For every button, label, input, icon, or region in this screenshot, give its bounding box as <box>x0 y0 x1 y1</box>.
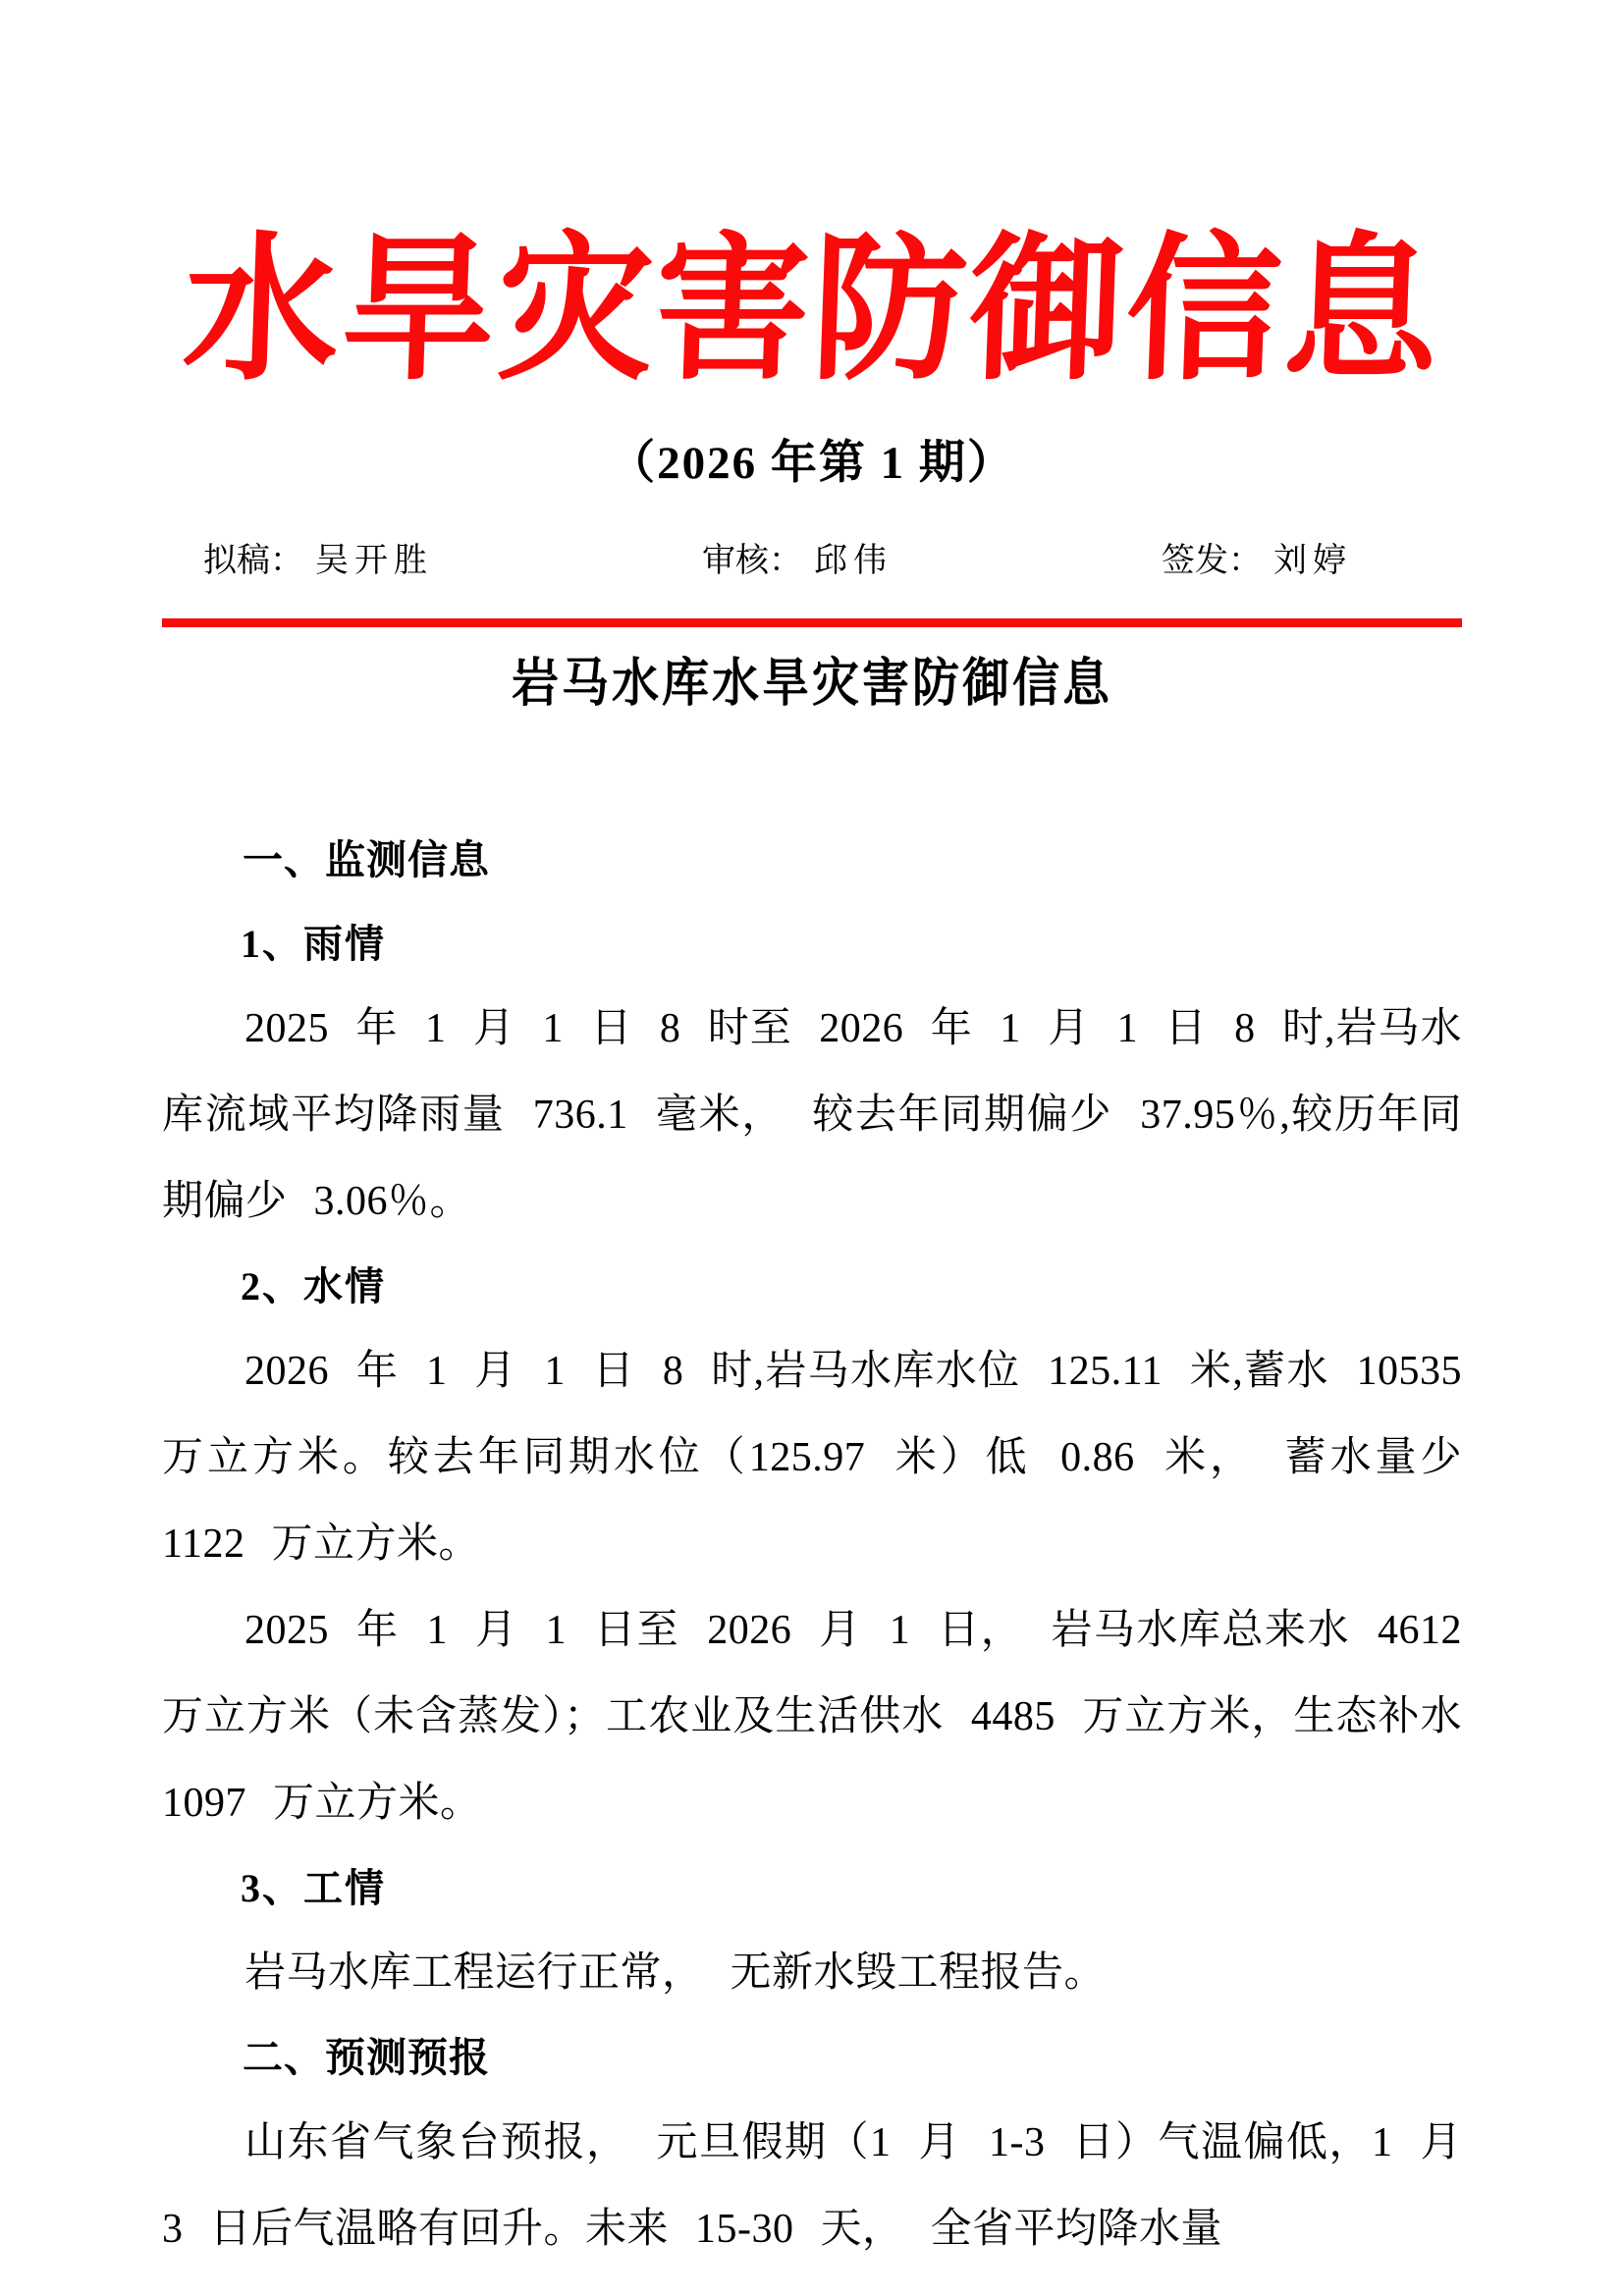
paragraph-water-level: 2026 年 1 月 1 日 8 时,岩马水库水位 125.11 米,蓄水 10535 万立方米。较去年同期水位（125.97 米）低 0.86 米， 蓄水量少 1122 万立方米。 <box>162 1349 1462 1568</box>
byline-drafter-name: 吴开胜 <box>315 542 433 579</box>
paragraph-rainfall: 2025 年 1 月 1 日 8 时至 2026 年 1 月 1 日 8 时,岩马水库流域平均降雨量 736.1 毫米， 较去年同期偏少 37.95％,较历年同期偏少 3.06％。 <box>162 1006 1462 1225</box>
subsection-heading-water: 2、水情 <box>241 1264 386 1309</box>
byline-drafter-label: 拟稿： <box>203 542 303 579</box>
byline-drafter <box>203 536 433 587</box>
paragraph-engineering: 岩马水库工程运行正常， 无新水毁工程报告。 <box>244 1950 1107 1997</box>
document-body <box>162 819 1462 2272</box>
issue-number: （2026 年第 1 期） <box>609 437 1015 489</box>
section-heading-monitoring: 一、监测信息 <box>243 837 490 883</box>
byline-issuer <box>1162 536 1352 587</box>
document-page <box>162 0 1462 2272</box>
masthead-title: 水旱灾害防御信息 <box>180 224 1444 400</box>
red-divider-line <box>162 618 1462 627</box>
paragraph-inflow-supply: 2025 年 1 月 1 日至 2026 月 1 日， 岩马水库总来水 4612 万立方米（未含蒸发）；工农业及生活供水 4485 万立方米，生态补水 1097 万立方米。 <box>162 1608 1462 1827</box>
subsection-heading-rain: 1、雨情 <box>241 922 386 967</box>
byline <box>162 536 1462 587</box>
byline-issuer-label: 签发： <box>1162 542 1262 579</box>
byline-reviewer <box>702 536 893 587</box>
byline-reviewer-label: 审核： <box>702 542 802 579</box>
document-title: 岩马水库水旱灾害防御信息 <box>511 654 1112 713</box>
byline-issuer-name: 刘婷 <box>1273 542 1352 579</box>
paragraph-forecast: 山东省气象台预报， 元旦假期（1 月 1-3 日）气温偏低，1 月 3 日后气温略有回升。未来 15-30 天， 全省平均降水量 <box>162 2120 1462 2253</box>
section-heading-forecast: 二、预测预报 <box>243 2035 490 2081</box>
byline-reviewer-name: 邱伟 <box>814 542 893 579</box>
subsection-heading-engineering: 3、工情 <box>241 1866 386 1911</box>
